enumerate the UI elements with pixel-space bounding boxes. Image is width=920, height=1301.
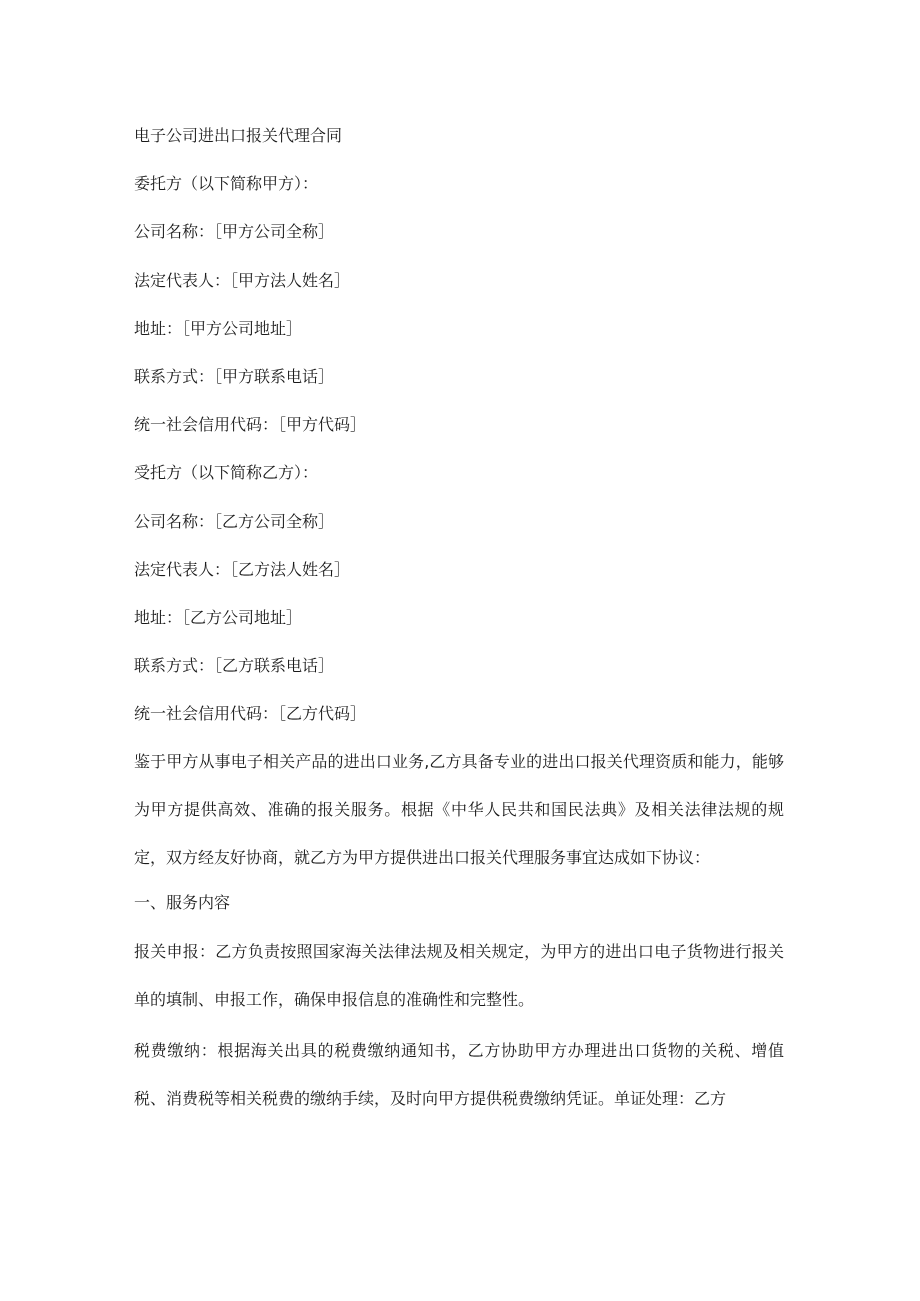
- party-a-legal-rep: 法定代表人：［甲方法人姓名］: [134, 270, 351, 290]
- party-b-company-name: 公司名称：［乙方公司全称］: [134, 511, 335, 531]
- party-b-legal-rep: 法定代表人：［乙方法人姓名］: [134, 559, 351, 579]
- section-1-heading: 一、服务内容: [134, 893, 231, 913]
- party-b-address: 地址：［乙方公司地址］: [134, 607, 303, 627]
- section-1-declaration-paragraph: 报关申报：乙方负责按照国家海关法律法规及相关规定，为甲方的进出口电子货物进行报关单的填制、申报工作，确保申报信息的准确性和完整性。: [134, 941, 784, 1009]
- preamble-paragraph: 鉴于甲方从事电子相关产品的进出口业务,乙方具备专业的进出口报关代理资质和能力，能够为甲方提供高效、准确的报关服务。根据《中华人民共和国民法典》及相关法律法规的规定，双方经友好协商，就乙方为甲方提供进出口报关代理服务事宜达成如下协议：: [134, 752, 784, 868]
- document-title: 电子公司进出口报关代理合同: [134, 126, 343, 145]
- section-1-tax-paragraph: 税费缴纳：根据海关出具的税费缴纳通知书，乙方协助甲方办理进出口货物的关税、增值税、消费税等相关税费的缴纳手续，及时向甲方提供税费缴纳凭证。单证处理：乙方: [134, 1040, 784, 1108]
- party-b-credit-code: 统一社会信用代码：［乙方代码］: [134, 704, 367, 724]
- party-b-heading: 受托方（以下简称乙方）：: [134, 463, 319, 483]
- party-b-contact: 联系方式：［乙方联系电话］: [134, 656, 335, 676]
- party-a-contact: 联系方式：［甲方联系电话］: [134, 366, 335, 386]
- party-a-credit-code: 统一社会信用代码：［甲方代码］: [134, 415, 367, 435]
- document-body: [134, 118, 784, 1134]
- party-a-company-name: 公司名称：［甲方公司全称］: [134, 222, 335, 242]
- party-a-address: 地址：［甲方公司地址］: [134, 318, 303, 338]
- party-a-heading: 委托方（以下简称甲方）：: [134, 174, 319, 194]
